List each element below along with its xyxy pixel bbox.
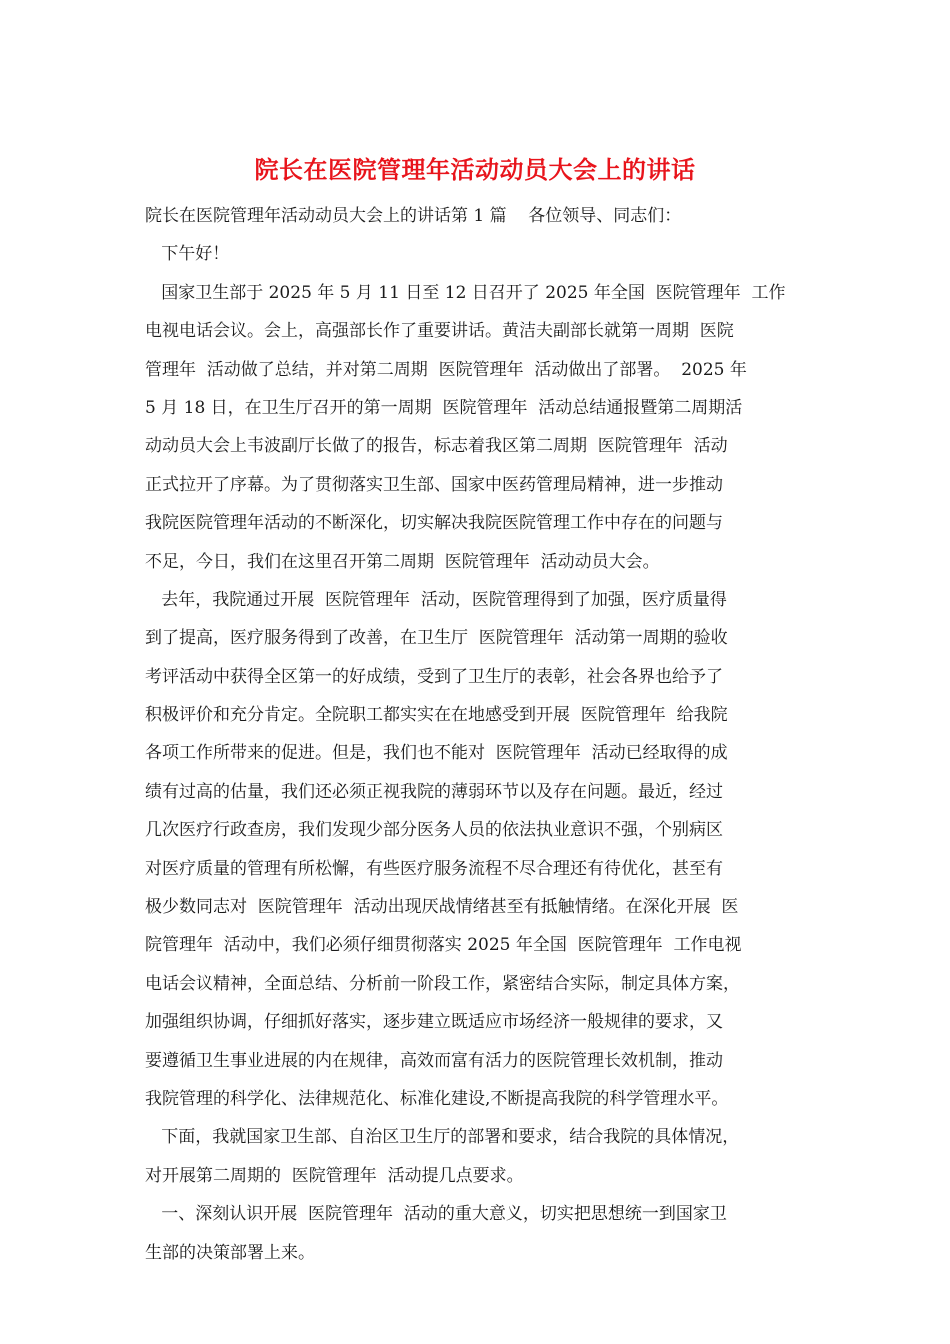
text-line: 下午好！	[145, 244, 230, 265]
text-line: 极少数同志对 医院管理年 活动出现厌战情绪甚至有抵触情绪。在深化开展 医	[145, 897, 739, 918]
text-line: 动动员大会上韦波副厅长做了的报告，标志着我区第二周期 医院管理年 活动	[145, 436, 728, 457]
text-line: 加强组织协调，仔细抓好落实，逐步建立既适应市场经济一般规律的要求，又	[145, 1012, 723, 1033]
text-line: 院长在医院管理年活动动员大会上的讲话第 1 篇 各位领导、同志们：	[145, 206, 682, 226]
document-title: 院长在医院管理年活动动员大会上的讲话	[254, 155, 696, 184]
text-line: 绩有过高的估量，我们还必须正视我院的薄弱环节以及存在问题。最近，经过	[145, 781, 723, 802]
text-line: 去年，我院通过开展 医院管理年 活动，医院管理得到了加强，医疗质量得	[145, 589, 727, 610]
text-line: 下面，我就国家卫生部、自治区卫生厅的部署和要求，结合我院的具体情况，	[145, 1127, 740, 1148]
text-line: 不足，今日，我们在这里召开第二周期 医院管理年 活动动员大会。	[145, 551, 660, 572]
text-line: 几次医疗行政查房，我们发现少部分医务人员的依法执业意识不强，个别病区	[145, 820, 723, 841]
text-line: 考评活动中获得全区第一的好成绩，受到了卫生厅的表彰，社会各界也给予了	[145, 666, 723, 687]
text-line: 电话会议精神，全面总结、分析前一阶段工作，紧密结合实际，制定具体方案，	[145, 973, 740, 994]
text-line: 各项工作所带来的促进。但是，我们也不能对 医院管理年 活动已经取得的成	[145, 743, 728, 764]
text-line: 我院管理的科学化、法律规范化、标准化建设,不断提高我院的科学管理水平。	[145, 1088, 729, 1109]
text-line: 积极评价和充分肯定。全院职工都实实在在地感受到开展 医院管理年 给我院	[145, 705, 728, 726]
text-line: 电视电话会议。会上，高强部长作了重要讲话。黄洁夫副部长就第一周期 医院	[145, 321, 734, 342]
text-line: 一、深刻认识开展 医院管理年 活动的重大意义，切实把思想统一到国家卫	[145, 1204, 727, 1225]
text-line: 到了提高，医疗服务得到了改善，在卫生厅 医院管理年 活动第一周期的验收	[145, 628, 728, 649]
text-line: 院管理年 活动中，我们必须仔细贯彻落实 2025 年全国 医院管理年 工作电视	[145, 935, 742, 956]
text-line: 5 月 18 日，在卫生厅召开的第一周期 医院管理年 活动总结通报暨第二周期活	[145, 397, 743, 418]
text-line: 要遵循卫生事业进展的内在规律，高效而富有活力的医院管理长效机制，推动	[145, 1050, 723, 1071]
document-body	[145, 197, 805, 1272]
text-line: 生部的决策部署上来。	[145, 1242, 315, 1263]
text-line: 对医疗质量的管理有所松懈，有些医疗服务流程不尽合理还有待优化，甚至有	[145, 858, 723, 879]
text-line: 管理年 活动做了总结，并对第二周期 医院管理年 活动做出了部署。 2025 年	[145, 359, 747, 380]
text-line: 国家卫生部于 2025 年 5 月 11 日至 12 日召开了 2025 年全国 医院管理年 工作	[145, 282, 786, 303]
text-line: 对开展第二周期的 医院管理年 活动提几点要求。	[145, 1165, 524, 1186]
text-line: 正式拉开了序幕。为了贯彻落实卫生部、国家中医药管理局精神，进一步推动	[145, 474, 723, 495]
text-line: 我院医院管理年活动的不断深化，切实解决我院医院管理工作中存在的问题与	[145, 513, 723, 534]
